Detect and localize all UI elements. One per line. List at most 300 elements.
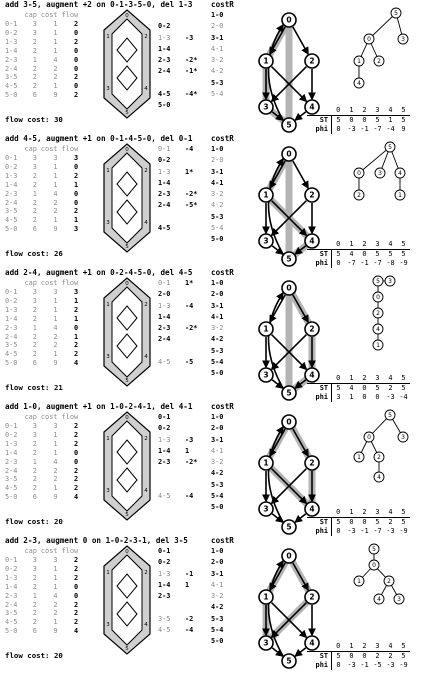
st-phi-table [307, 374, 410, 402]
st-header-cell: 4 [388, 374, 393, 382]
costr-row [158, 200, 235, 211]
graph-node-label: 1 [263, 190, 269, 200]
costr-backward: 3-2 [211, 324, 224, 333]
flow-cell: 0 [73, 28, 79, 37]
spanning-tree [344, 539, 419, 639]
flow-cell: 2 [73, 305, 79, 314]
st-corner [307, 642, 332, 652]
st-corner [307, 508, 332, 518]
phi-cell: -3 [347, 661, 356, 669]
st-cell: 5 [332, 652, 346, 662]
costr-cost [185, 44, 211, 55]
flow-row [5, 181, 82, 190]
flow-row [5, 484, 82, 493]
phi-label: phi [307, 259, 332, 268]
cut-shape-label: 5 [125, 378, 129, 384]
flow-header-cell: cap [24, 279, 37, 287]
cost-cell: 1 [53, 618, 58, 627]
st-header-cell: 3 [375, 508, 380, 516]
flow-row [5, 82, 82, 91]
flow-cell: 4 [73, 359, 79, 368]
costr-forward: 1-4 [158, 178, 171, 187]
edge-cell: 2-4 [5, 600, 18, 609]
phi-row [307, 259, 410, 268]
flow-row [5, 154, 82, 163]
graph-node-label: 5 [286, 254, 292, 264]
costr-backward: 5-3 [211, 212, 224, 221]
flow-header-cell: cap [24, 413, 37, 421]
flow-row [5, 73, 82, 82]
phi-cell: -3 [386, 393, 395, 401]
cut-shape-label: 0 [125, 13, 129, 19]
costr-row [158, 412, 235, 423]
edge-cell: 4-5 [5, 216, 18, 225]
costr-forward [158, 468, 185, 479]
phi-cell: 1 [349, 393, 354, 401]
cap-cell: 2 [32, 73, 37, 82]
costr-backward: 5-0 [211, 637, 224, 646]
costr-cost [185, 21, 211, 32]
costr-forward: 4-5 [158, 90, 171, 99]
panel-3 [0, 402, 423, 536]
tree-node-label: 4 [376, 326, 380, 334]
costr-row [158, 323, 235, 334]
flow-row [5, 467, 82, 476]
phi-label: phi [307, 661, 332, 670]
st-header-cell: 1 [349, 106, 354, 114]
costr-row [158, 368, 235, 379]
cost-cell: 1 [53, 314, 58, 323]
costr-backward: 1-0 [211, 11, 224, 19]
cut-shape-label: 2 [144, 34, 148, 40]
flow-row [5, 493, 82, 502]
flow-row [5, 56, 82, 65]
flow-row [5, 297, 82, 306]
costr-backward: 5-4 [211, 224, 224, 233]
flow-header-cell: flow [61, 279, 79, 287]
st-cell: 5 [332, 518, 346, 528]
phi-cell: -3 [386, 661, 395, 669]
costr-table [158, 546, 235, 648]
costr-row [158, 346, 235, 357]
flow-row [5, 422, 82, 431]
edge-cell: 5-0 [5, 359, 18, 368]
flow-row [5, 29, 82, 38]
graph-edge [293, 27, 308, 54]
graph-node-label: 0 [286, 149, 292, 159]
cut-shape [100, 142, 154, 254]
edge-cell: 0-1 [5, 288, 18, 296]
st-corner [307, 240, 332, 250]
edge-cell: 5-0 [5, 627, 18, 636]
flow-cell: 3 [73, 154, 79, 162]
tree-node-label: 1 [376, 342, 380, 350]
cost-cell: 2 [53, 64, 58, 73]
flow-row [5, 163, 82, 172]
phi-cell: 0 [362, 393, 367, 401]
cap-cell: 2 [32, 466, 37, 475]
costr-cost: -4 [185, 145, 194, 153]
costr-backward: 1-0 [211, 279, 224, 287]
flow-cell: 1 [73, 296, 79, 305]
flow-cell: 2 [73, 207, 79, 216]
flow-row [5, 199, 82, 208]
cost-cell: 9 [53, 627, 58, 636]
flow-row [5, 306, 82, 315]
st-header-cell: 0 [336, 642, 341, 650]
edge-cell: 3-5 [5, 475, 18, 484]
costr-row [158, 457, 235, 468]
flow-cell: 2 [73, 171, 79, 180]
costr-row [158, 357, 235, 368]
cap-cell: 3 [32, 430, 37, 439]
flow-row [5, 440, 82, 449]
edge-cell: 2-3 [5, 457, 18, 466]
st-cell: 0 [358, 250, 371, 260]
cap-cell: 2 [32, 82, 37, 91]
st-cell: 0 [358, 384, 371, 394]
costr-backward: 3-1 [211, 301, 224, 310]
cut-shape-label: 1 [106, 302, 110, 308]
edge-cell: 2-4 [5, 198, 18, 207]
costr-backward: 5-4 [211, 492, 224, 501]
edge-cell: 3-5 [5, 73, 18, 82]
flow-header-cell: flow [61, 145, 79, 153]
st-cell: 2 [384, 518, 397, 528]
costr-forward [158, 10, 185, 21]
cap-cell: 3 [32, 288, 37, 296]
flow-header-cell: cost [40, 279, 58, 287]
flow-cell: 2 [73, 564, 79, 573]
graph-node-label: 3 [263, 504, 269, 514]
tree-node-label: 3 [388, 278, 392, 286]
flow-cell: 4 [73, 493, 79, 502]
st-label: ST [307, 250, 332, 260]
flow-cell: 0 [73, 448, 79, 457]
costr-row [158, 423, 235, 434]
cut-shape-label: 2 [144, 570, 148, 576]
costr-cost: -2* [185, 56, 198, 65]
flow-row [5, 333, 82, 342]
cut-shape-label: 1 [106, 570, 110, 576]
edge-cell: 1-4 [5, 448, 18, 457]
flow-row [5, 556, 82, 565]
costr-cost [185, 10, 211, 21]
edge-cell: 3-5 [5, 207, 18, 216]
costr-backward: 4-2 [211, 67, 224, 76]
st-header-row [307, 642, 410, 652]
costr-row [158, 312, 235, 323]
edge-cell: 1-3 [5, 573, 18, 582]
cut-shape-label: 3 [106, 354, 110, 360]
costr-cost [185, 346, 211, 357]
cap-cell: 2 [32, 484, 37, 493]
flow-cost-value: 20 [53, 651, 63, 660]
flow-header-blank [5, 11, 24, 20]
cut-shape-label: 3 [106, 220, 110, 226]
phi-cell: 0 [336, 259, 341, 267]
phi-cell: 9 [401, 125, 406, 133]
st-header-row [307, 240, 410, 250]
edge-cell: 1-4 [5, 180, 18, 189]
phi-cell: -1 [360, 125, 369, 133]
cost-cell: 1 [53, 296, 58, 305]
flow-row [5, 216, 82, 225]
cost-cell: 4 [53, 591, 58, 600]
spanning-tree [344, 271, 419, 371]
flow-cell: 2 [73, 600, 79, 609]
cost-cell: 2 [53, 600, 58, 609]
costr-cost: 1 [185, 580, 190, 589]
cap-cell: 6 [32, 91, 37, 100]
costr-row [158, 480, 235, 491]
st-cell: 5 [384, 250, 397, 260]
costr-row [158, 178, 235, 189]
costr-backward: 5-0 [211, 369, 224, 378]
costr-forward: 2-3 [158, 324, 171, 333]
flow-cell: 2 [73, 20, 79, 28]
phi-cell: -3 [347, 125, 356, 133]
edge-cell: 2-4 [5, 466, 18, 475]
edge-cell: 0-2 [5, 296, 18, 305]
cost-cell: 1 [53, 484, 58, 493]
tree-node-label: 4 [398, 170, 402, 178]
flow-row [5, 65, 82, 74]
cost-cell: 2 [53, 475, 58, 484]
cut-shape-label: 0 [125, 549, 129, 555]
costr-forward: 4-5 [158, 626, 171, 635]
costr-table [158, 278, 235, 380]
cut-shape-label: 5 [125, 512, 129, 518]
phi-cell: 0 [375, 393, 380, 401]
edge-cell: 2-3 [5, 591, 18, 600]
flow-cell: 2 [73, 91, 79, 100]
cap-cell: 2 [32, 439, 37, 448]
cap-cell: 6 [32, 359, 37, 368]
costr-forward: 2-4 [158, 335, 171, 344]
flow-table-header [5, 279, 82, 288]
phi-cell: -9 [399, 527, 408, 535]
edge-cell: 0-2 [5, 162, 18, 171]
flow-cell: 4 [73, 627, 79, 636]
flow-table-header [5, 547, 82, 556]
costr-cost: -2 [185, 614, 194, 623]
costr-cost: -2* [185, 458, 198, 467]
panel-1 [0, 134, 423, 268]
st-header-cell: 1 [349, 374, 354, 382]
costr-backward: 5-3 [211, 78, 224, 87]
graph-node-label: 5 [286, 120, 292, 130]
flow-cell: 1 [73, 216, 79, 225]
flow-cell: 0 [73, 198, 79, 207]
cost-cell: 1 [53, 573, 58, 582]
costr-backward: 3-2 [211, 592, 224, 601]
graph-edge [293, 295, 308, 322]
cut-shape-inner [112, 153, 142, 243]
edge-cell: 0-1 [5, 20, 18, 28]
flow-cost [5, 383, 63, 392]
edge-cell: 1-4 [5, 582, 18, 591]
costr-forward: 1-3 [158, 167, 171, 176]
panel-0 [0, 0, 423, 134]
costr-row [158, 144, 235, 155]
graph-node-label: 4 [309, 370, 315, 380]
costr-row [158, 569, 235, 580]
graph-node-label: 4 [309, 102, 315, 112]
st-header-cell: 5 [401, 374, 406, 382]
flow-cost [5, 517, 63, 526]
st-cell: 0 [345, 518, 358, 528]
st-header-row [307, 106, 410, 116]
costr-backward: 5-4 [211, 90, 224, 99]
cut-shape-label: 0 [125, 147, 129, 153]
costr-forward [158, 636, 185, 647]
cut-shape-inner [112, 287, 142, 377]
flow-cell: 2 [73, 573, 79, 582]
costr-cost [185, 636, 211, 647]
edge-cell: 4-5 [5, 484, 18, 493]
flow-header-cell: cost [40, 11, 58, 19]
st-cell: 5 [332, 250, 346, 260]
cut-shape-label: 5 [125, 244, 129, 250]
edge-cell: 2-3 [5, 55, 18, 64]
cap-cell: 2 [32, 600, 37, 609]
costr-title: costR [211, 536, 234, 545]
tree-node-label: 3 [401, 36, 405, 44]
costr-backward: 5-0 [211, 503, 224, 512]
cut-shape-label: 3 [106, 622, 110, 628]
flow-table [5, 145, 82, 234]
tree-node-label: 1 [398, 192, 402, 200]
st-header-cell: 1 [349, 240, 354, 248]
costr-backward [211, 100, 235, 111]
costr-row [158, 334, 235, 345]
graph-node-label: 2 [309, 190, 315, 200]
phi-cell: -3 [386, 527, 395, 535]
panel-2 [0, 268, 423, 402]
edge-cell: 0-2 [5, 28, 18, 37]
graph-node-label: 3 [263, 102, 269, 112]
cost-cell: 4 [53, 189, 58, 198]
costr-title: costR [211, 268, 234, 277]
costr-backward: 3-2 [211, 56, 224, 65]
edge-cell: 1-3 [5, 439, 18, 448]
flow-table-header [5, 413, 82, 422]
flow-row [5, 609, 82, 618]
costr-forward: 0-2 [158, 558, 171, 567]
st-label: ST [307, 518, 332, 528]
costr-backward: 2-0 [211, 424, 224, 433]
flow-row [5, 47, 82, 56]
flow-cell: 0 [73, 189, 79, 198]
costr-cost [185, 289, 211, 300]
cut-shape [100, 276, 154, 388]
cut-shape-label: 1 [106, 436, 110, 442]
tree-node-label: 5 [394, 10, 398, 18]
flow-cell: 0 [73, 82, 79, 91]
phi-cell: -1 [360, 527, 369, 535]
costr-cost: -5* [185, 201, 198, 210]
flow-header-blank [5, 279, 24, 288]
cut-shape [100, 8, 154, 120]
costr-forward: 2-3 [158, 190, 171, 199]
phi-cell: 3 [336, 393, 341, 401]
costr-backward: 3-2 [211, 190, 224, 199]
st-row [307, 652, 410, 662]
st-header-cell: 2 [362, 508, 367, 516]
costr-row [158, 167, 235, 178]
st-header-cell: 0 [336, 240, 341, 248]
flow-cost-label: flow cost: [5, 115, 54, 124]
costr-row [158, 546, 235, 557]
cap-cell: 2 [32, 609, 37, 618]
costr-cost: -4* [185, 90, 198, 99]
cut-shape-label: 0 [125, 415, 129, 421]
edge-cell: 1-3 [5, 305, 18, 314]
graph-node-label: 0 [286, 15, 292, 25]
panel-title: add 1-0, augment +1 on 1-0-2-4-1, del 4-1 [5, 402, 193, 411]
costr-row [158, 66, 235, 77]
phi-cell: 0 [336, 125, 341, 133]
costr-row [158, 591, 235, 602]
cost-cell: 2 [53, 198, 58, 207]
graph-edge [295, 648, 305, 656]
costr-cost [185, 312, 211, 323]
cost-cell: 2 [53, 341, 58, 350]
costr-row [158, 625, 235, 636]
phi-label: phi [307, 527, 332, 536]
cut-shape-label: 4 [144, 488, 148, 494]
edge-cell: 0-1 [5, 422, 18, 430]
st-header-cell: 4 [388, 508, 393, 516]
cut-shape-inner [112, 19, 142, 109]
costr-cost [185, 480, 211, 491]
cost-cell: 1 [53, 305, 58, 314]
tree-node-label: 5 [372, 546, 376, 554]
cap-cell: 1 [32, 457, 37, 466]
cost-cell: 3 [53, 154, 58, 162]
costr-cost: -5 [185, 358, 194, 367]
tree-node-label: 0 [367, 36, 371, 44]
edge-cell: 2-4 [5, 332, 18, 341]
costr-cost [185, 423, 211, 434]
costr-row [158, 223, 235, 234]
phi-cell: -8 [386, 259, 395, 267]
st-header-cell: 2 [362, 374, 367, 382]
flow-header-cell: flow [61, 11, 79, 19]
cost-cell: 1 [53, 448, 58, 457]
flow-cost [5, 651, 63, 660]
costr-cost: -3 [185, 435, 194, 444]
st-cell: 5 [397, 652, 410, 662]
st-cell: 5 [371, 250, 384, 260]
tree-node-label: 5 [376, 278, 380, 286]
graph-node-label: 5 [286, 388, 292, 398]
cap-cell: 3 [32, 564, 37, 573]
flow-cell: 1 [73, 180, 79, 189]
flow-table [5, 547, 82, 636]
st-cell: 0 [345, 652, 358, 662]
costr-backward: 5-4 [211, 358, 224, 367]
flow-row [5, 475, 82, 484]
st-cell: 1 [384, 116, 397, 126]
costr-forward: 2-4 [158, 201, 171, 210]
flow-table-header [5, 11, 82, 20]
phi-row [307, 125, 410, 134]
st-header-cell: 5 [401, 642, 406, 650]
phi-row [307, 661, 410, 670]
phi-cell: -4 [399, 393, 408, 401]
